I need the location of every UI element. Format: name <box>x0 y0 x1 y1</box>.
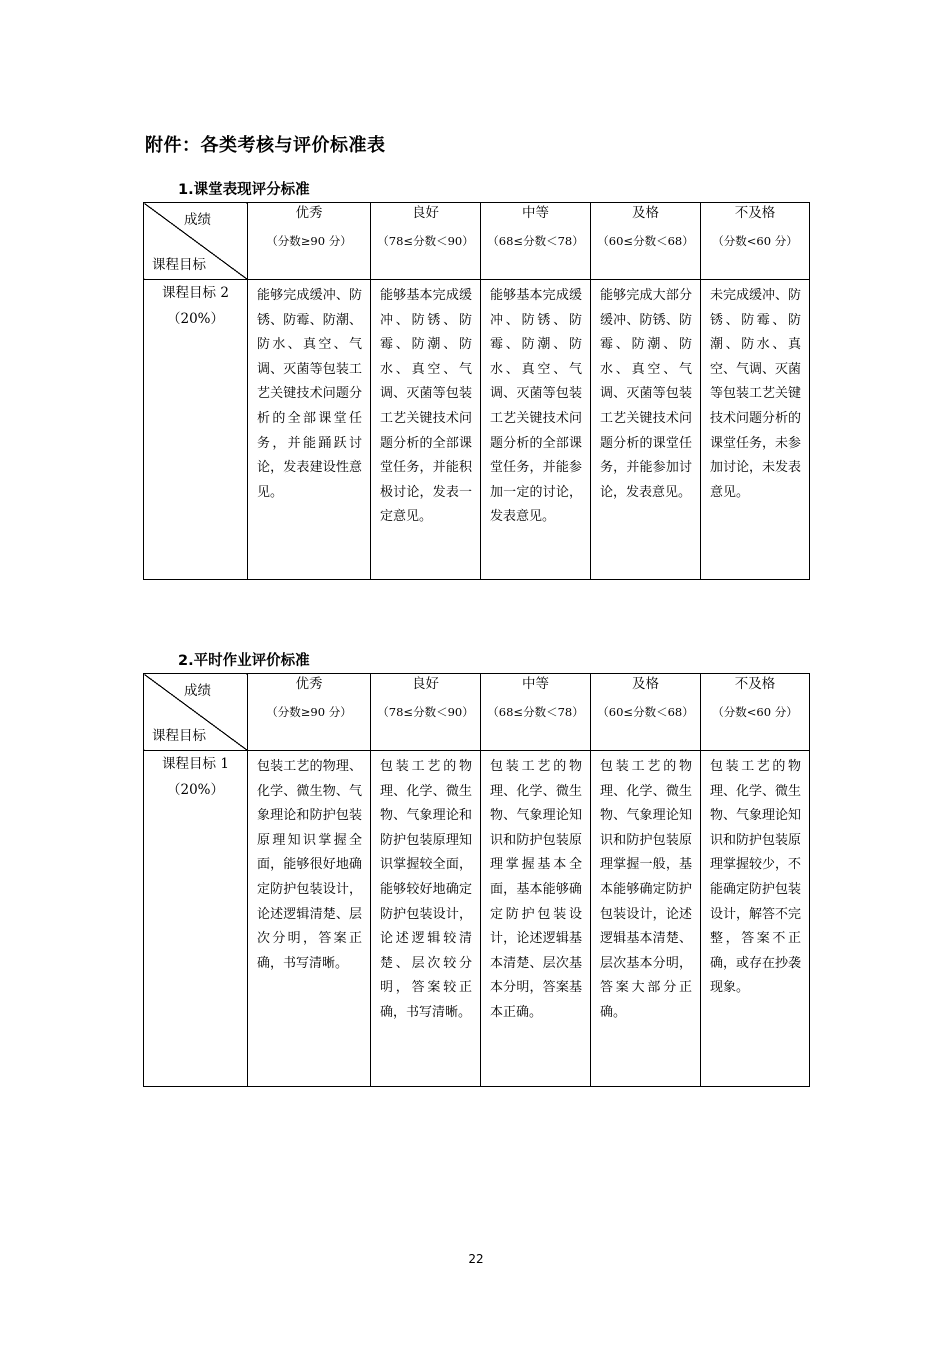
grade-header-excellent <box>248 674 371 751</box>
grade-header-good <box>371 203 481 280</box>
grade-header-pass <box>591 674 701 751</box>
course-goal-weight: （20%） <box>166 782 224 798</box>
grade-header-medium <box>481 674 591 751</box>
corner-label-goal: 课程目标 <box>152 728 206 744</box>
grade-range: （68≤分数＜78） <box>487 705 584 719</box>
grade-range: （分数<60 分） <box>712 705 798 719</box>
grade-header-fail <box>701 674 810 751</box>
course-goal-weight: （20%） <box>166 311 224 327</box>
corner-label-goal: 课程目标 <box>152 257 206 273</box>
grade-range: （分数≥90 分） <box>266 705 352 719</box>
criteria-text: 能够完成缓冲、防锈、防霉、防潮、防水、真空、气调、灭菌等包装工艺关键技术问题分析的全部课堂任务，并能踊跃讨论，发表建设性意见。 <box>257 288 362 500</box>
criteria-text: 能够基本完成缓冲、防锈、防霉、防潮、防水、真空、气调、灭菌等包装工艺关键技术问题分析的全部课堂任务，并能参加一定的讨论，发表意见。 <box>490 288 582 525</box>
course-goal-cell <box>144 280 248 580</box>
grade-header-pass <box>591 203 701 280</box>
table-row <box>144 751 810 1087</box>
grade-range: （78≤分数＜90） <box>377 705 474 719</box>
grade-range: （分数≥90 分） <box>266 234 352 248</box>
criteria-cell-medium <box>481 751 591 1087</box>
criteria-cell-fail <box>701 751 810 1087</box>
course-goal-name: 课程目标 2 <box>162 285 229 301</box>
criteria-cell-good <box>371 751 481 1087</box>
grade-range: （分数<60 分） <box>712 234 798 248</box>
course-goal-name: 课程目标 1 <box>162 756 229 772</box>
criteria-cell-pass <box>591 280 701 580</box>
grade-header-good <box>371 674 481 751</box>
grade-name: 良好 <box>412 205 439 221</box>
corner-header-cell <box>144 674 248 751</box>
table-row <box>144 280 810 580</box>
section-title-homework: 2.平时作业评价标准 <box>178 653 310 669</box>
criteria-text: 包装工艺的物理、化学、微生物、气象理论知识和防护包装原理掌握较少，不能确定防护包装设计，解答不完整，答案不正确，或存在抄袭现象。 <box>710 759 802 996</box>
criteria-cell-pass <box>591 751 701 1087</box>
criteria-text: 包装工艺的物理、化学、微生物、气象理论和防护包装原理知识掌握较全面，能够较好地确定防护包装设计，论述逻辑较清楚、层次较分明，答案较正确，书写清晰。 <box>380 759 472 1020</box>
grade-name: 良好 <box>412 676 439 692</box>
grade-name: 中等 <box>522 205 549 221</box>
criteria-cell-medium <box>481 280 591 580</box>
criteria-text: 包装工艺的物理、化学、微生物、气象理论知识和防护包装原理掌握一般，基本能够确定防护包装设计，论述逻辑基本清楚、层次基本分明，答案大部分正确。 <box>600 759 692 1020</box>
grade-header-medium <box>481 203 591 280</box>
criteria-text: 能够基本完成缓冲、防锈、防霉、防潮、防水、真空、气调、灭菌等包装工艺关键技术问题分析的全部课堂任务，并能积极讨论，发表一定意见。 <box>380 288 472 525</box>
class-performance-table <box>143 202 810 580</box>
grade-name: 不及格 <box>734 676 776 692</box>
page-number: 22 <box>468 1252 484 1266</box>
grade-range: （60≤分数＜68） <box>597 234 694 248</box>
corner-label-grade: 成绩 <box>184 212 211 228</box>
grade-name: 不及格 <box>734 205 776 221</box>
grade-name: 及格 <box>632 676 659 692</box>
header-row <box>144 203 810 280</box>
criteria-cell-excellent <box>248 751 371 1087</box>
course-goal-cell <box>144 751 248 1087</box>
section-title-class-performance: 1.课堂表现评分标准 <box>178 182 310 198</box>
corner-label-grade: 成绩 <box>184 683 211 699</box>
page-title: 附件：各类考核与评价标准表 <box>145 135 386 156</box>
header-row <box>144 674 810 751</box>
grade-range: （68≤分数＜78） <box>487 234 584 248</box>
criteria-text: 包装工艺的物理、化学、微生物、气象理论知识和防护包装原理掌握基本全面，基本能够确定防护包装设计，论述逻辑基本清楚、层次基本分明，答案基本正确。 <box>490 759 582 1020</box>
grade-header-fail <box>701 203 810 280</box>
criteria-text: 未完成缓冲、防锈、防霉、防潮、防水、真空、气调、灭菌等包装工艺关键技术问题分析的课堂任务，未参加讨论，未发表意见。 <box>710 288 802 500</box>
corner-header-cell <box>144 203 248 280</box>
grade-range: （60≤分数＜68） <box>597 705 694 719</box>
criteria-cell-good <box>371 280 481 580</box>
grade-name: 中等 <box>522 676 549 692</box>
criteria-cell-excellent <box>248 280 371 580</box>
criteria-text: 能够完成大部分缓冲、防锈、防霉、防潮、防水、真空、气调、灭菌等包装工艺关键技术问题分析的课堂任务，并能参加讨论，发表意见。 <box>600 288 692 500</box>
criteria-text: 包装工艺的物理、化学、微生物、气象理论和防护包装原理知识掌握全面，能够很好地确定防护包装设计，论述逻辑清楚、层次分明，答案正确，书写清晰。 <box>257 759 362 971</box>
grade-header-excellent <box>248 203 371 280</box>
grade-name: 优秀 <box>295 205 323 221</box>
grade-name: 优秀 <box>295 676 323 692</box>
grade-range: （78≤分数＜90） <box>377 234 474 248</box>
homework-table <box>143 673 810 1087</box>
criteria-cell-fail <box>701 280 810 580</box>
grade-name: 及格 <box>632 205 659 221</box>
